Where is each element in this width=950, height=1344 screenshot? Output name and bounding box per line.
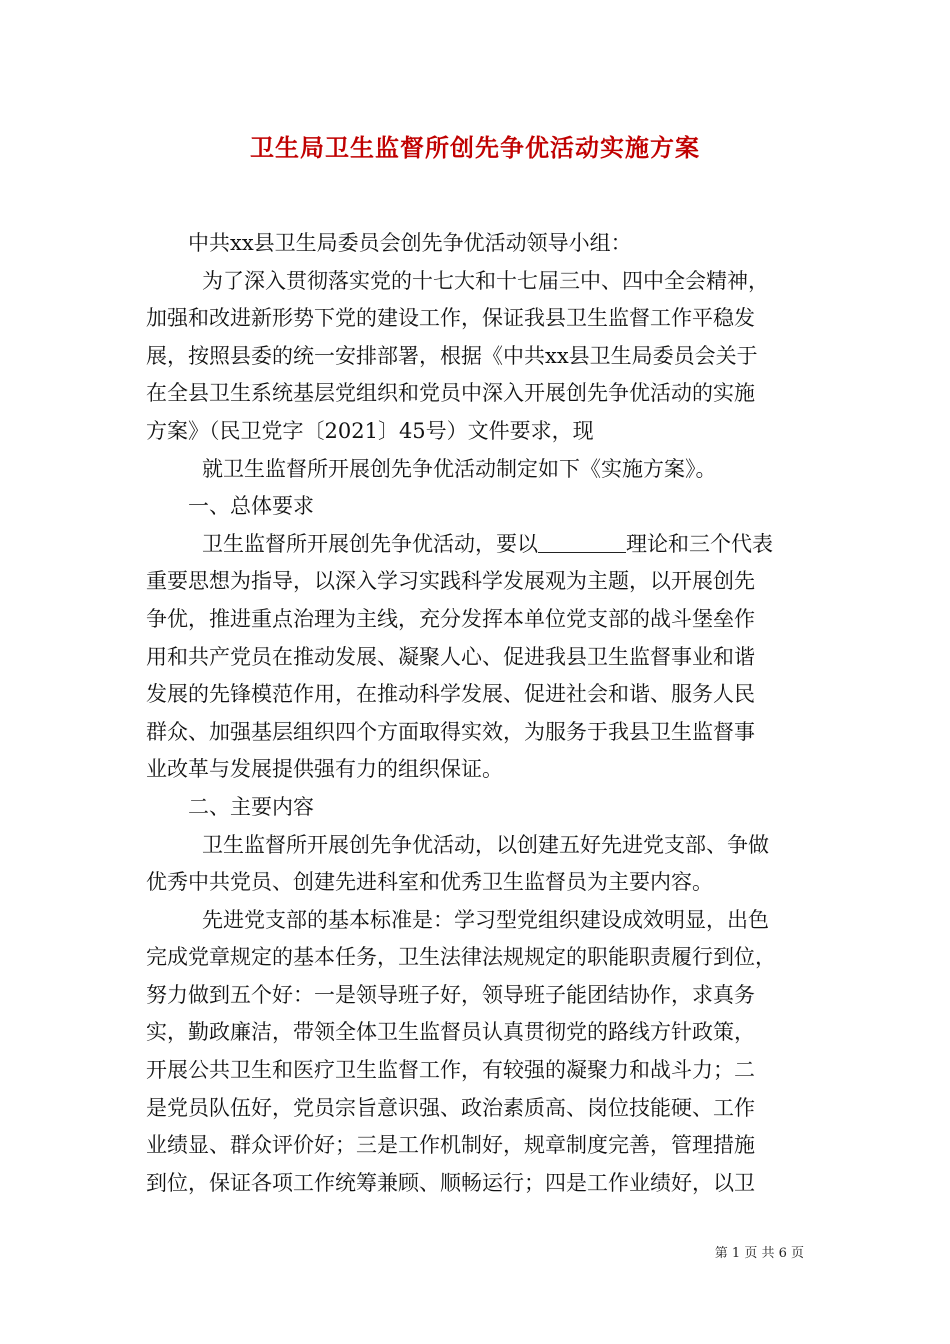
- fill-in-blank: [538, 532, 626, 553]
- body-line-with-blank: [146, 526, 810, 564]
- section-heading: 二、主要内容: [188, 794, 314, 819]
- body-line: 展，按照县委的统一安排部署，根据《中共xx县卫生局委员会关于: [146, 343, 758, 368]
- body-line: 群众、加强基层组织四个方面取得实效，为服务于我县卫生监督事: [146, 719, 755, 744]
- body-line: 发展的先锋模范作用，在推动科学发展、促进社会和谐、服务人民: [146, 682, 755, 707]
- body-line: 业绩显、群众评价好；三是工作机制好，规章制度完善，管理措施: [146, 1133, 755, 1158]
- body-line: 争优，推进重点治理为主线，充分发挥本单位党支部的战斗堡垒作: [146, 606, 755, 631]
- blank-suffix: 理论和三个代表: [626, 531, 773, 556]
- body-line: 加强和改进新形势下党的建设工作，保证我县卫生监督工作平稳发: [146, 306, 755, 331]
- body-line: 中共xx县卫生局委员会创先争优活动领导小组：: [188, 231, 632, 255]
- body-line: 是党员队伍好，党员宗旨意识强、政治素质高、岗位技能硬、工作: [146, 1095, 755, 1120]
- blank-prefix: 卫生监督所开展创先争优活动，要以: [202, 531, 538, 556]
- body-line: 优秀中共党员、创建先进科室和优秀卫生监督员为主要内容。: [146, 870, 713, 895]
- body-line: 完成党章规定的基本任务，卫生法律法规规定的职能职责履行到位，: [146, 945, 776, 970]
- body-line: 开展公共卫生和医疗卫生监督工作，有较强的凝聚力和战斗力；二: [146, 1058, 755, 1083]
- body-line: 先进党支部的基本标准是：学习型党组织建设成效明显，出色: [202, 907, 769, 932]
- body-line: 业改革与发展提供强有力的组织保证。: [146, 757, 503, 782]
- body-line: 实，勤政廉洁，带领全体卫生监督员认真贯彻党的路线方针政策，: [146, 1020, 755, 1045]
- body-line: 就卫生监督所开展创先争优活动制定如下《实施方案》。: [202, 456, 717, 481]
- body-line: 努力做到五个好：一是领导班子好，领导班子能团结协作，求真务: [146, 982, 755, 1007]
- body-line: 用和共产党员在推动发展、凝聚人心、促进我县卫生监督事业和谐: [146, 644, 755, 669]
- document-body: [146, 225, 810, 1202]
- document-title: 卫生局卫生监督所创先争优活动实施方案: [250, 133, 700, 162]
- section-heading: 一、总体要求: [188, 494, 314, 519]
- page-number: 第 1 页 共 6 页: [714, 1246, 804, 1261]
- body-line: 在全县卫生系统基层党组织和党员中深入开展创先争优活动的实施: [146, 381, 755, 406]
- body-line: 到位，保证各项工作统筹兼顾、顺畅运行；四是工作业绩好，以卫: [146, 1170, 755, 1195]
- body-line: 方案》（民卫党字〔2021〕45号）文件要求，现: [146, 418, 594, 443]
- body-line: 重要思想为指导，以深入学习实践科学发展观为主题，以开展创先: [146, 569, 755, 594]
- body-line: 卫生监督所开展创先争优活动，以创建五好先进党支部、争做: [202, 832, 769, 857]
- body-line: 为了深入贯彻落实党的十七大和十七届三中、四中全会精神，: [202, 268, 769, 293]
